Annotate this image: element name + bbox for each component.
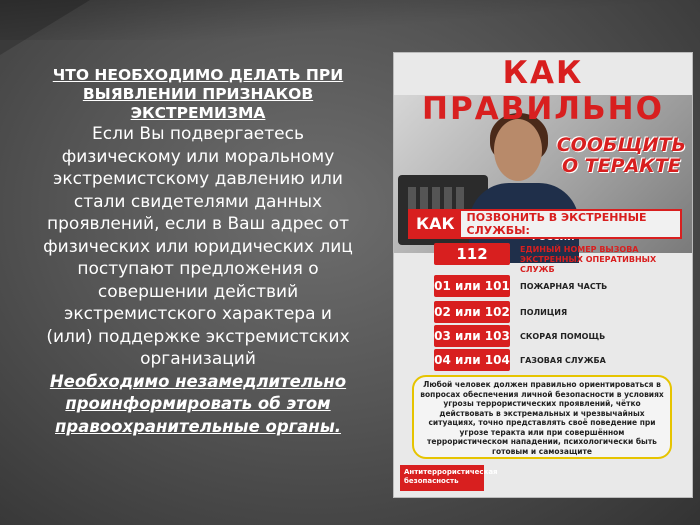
body-line: проявлений, если в Ваш адрес от <box>47 214 349 234</box>
call-to-action <box>18 371 378 439</box>
operator-head <box>494 119 542 181</box>
poster-title: КАК ПРАВИЛЬНО <box>422 55 664 127</box>
call-line: проинформировать об этом <box>65 394 331 413</box>
number-row <box>434 301 693 323</box>
number-row <box>434 325 693 347</box>
body-line: организаций <box>140 349 256 369</box>
terror-report-poster <box>393 52 693 498</box>
body-line: физическому или моральному <box>61 146 335 167</box>
call-header <box>408 209 682 239</box>
body-line: экстремистскому давлению или <box>53 169 343 189</box>
call-header-text: ПОЗВОНИТЬ В ЭКСТРЕННЫЕ СЛУЖБЫ: <box>466 211 647 237</box>
body-line: совершении действий <box>97 281 299 302</box>
top-shadow-decoration <box>0 0 700 40</box>
safety-notice: Любой человек должен правильно ориентироваться в вопросах обеспечения личной безопасности в условиях угрозы террористических проявлений, чётко действовать в экстремальных и чрезвычайных ситуациях, точно представлять своё поведение при угрозе теракта или при совершённом террористическом нападении, психологически быть готовым и самозащите <box>412 375 672 459</box>
body-line: Если Вы подвергаетесь <box>92 124 304 144</box>
phone-number: 03 или 103 <box>434 325 510 347</box>
poster-subtitle: СООБЩИТЬ О ТЕРАКТЕ <box>556 134 686 177</box>
heading-line: ЭКСТРЕМИЗМА <box>130 104 266 122</box>
body-line: экстремистского характера и <box>64 304 332 324</box>
number-description: ПОЖАРНАЯ ЧАСТЬ <box>520 282 608 291</box>
heading-line: ЧТО НЕОБХОДИМО ДЕЛАТЬ ПРИ <box>52 66 344 84</box>
call-header-kak: КАК <box>410 211 461 237</box>
phone-number: 01 или 101 <box>434 275 510 297</box>
left-text-block <box>18 66 378 438</box>
number-description: СКОРАЯ ПОМОЩЬ <box>520 332 606 341</box>
number-row <box>434 275 693 297</box>
extremism-body <box>18 123 378 371</box>
number-row <box>434 243 693 274</box>
extremism-heading <box>18 66 378 123</box>
call-line: Необходимо незамедлительно <box>49 371 347 391</box>
body-line: физических или юридических лиц <box>43 236 353 257</box>
number-description: ГАЗОВАЯ СЛУЖБА <box>520 356 606 365</box>
phone-number: 04 или 104 <box>434 349 510 371</box>
phone-number: 02 или 102 <box>434 301 510 323</box>
heading-line: ВЫЯВЛЕНИИ ПРИЗНАКОВ <box>82 85 314 103</box>
body-line: стали свидетелями данных <box>73 191 323 212</box>
phone-number: 112 <box>434 243 510 265</box>
number-row <box>434 349 693 371</box>
antiterror-label: Антитеррористическая безопасность <box>400 465 484 491</box>
call-line: правоохранительные органы. <box>54 416 342 436</box>
body-line: поступают предложения о <box>77 259 319 279</box>
body-line: (или) поддержке экстремистских <box>46 326 350 347</box>
number-description: ПОЛИЦИЯ <box>520 308 568 317</box>
number-description: ЕДИНЫЙ НОМЕР ВЫЗОВА ЭКСТРЕННЫХ ОПЕРАТИВНЫХ СЛУЖБ <box>520 245 657 274</box>
